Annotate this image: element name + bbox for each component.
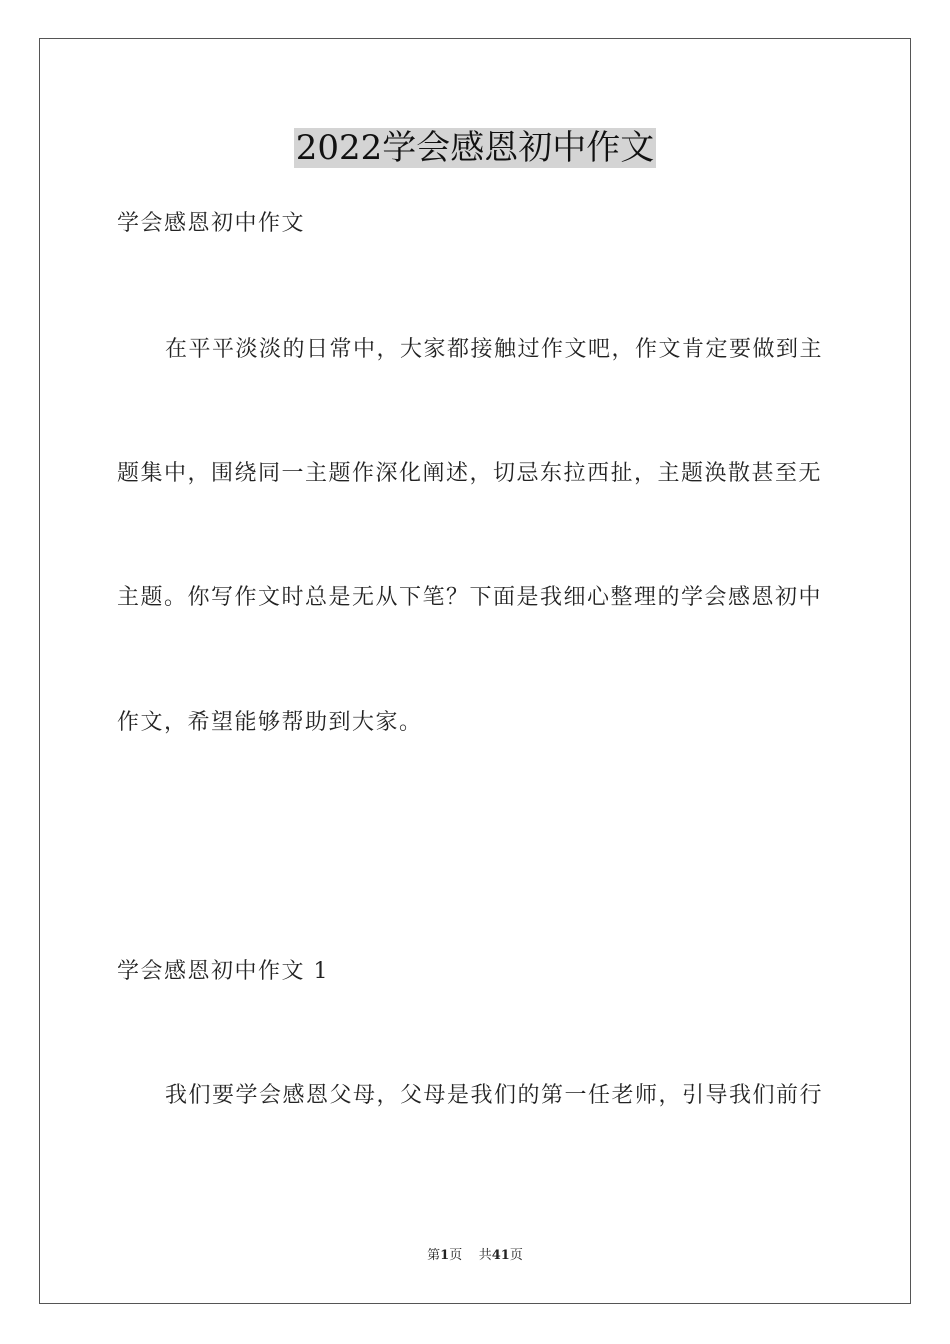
footer-page-total: 41 [491, 1248, 510, 1263]
section-line-1: 我们要学会感恩父母，父母是我们的第一任老师，引导我们前行 [165, 1083, 824, 1108]
document-title: 2022学会感恩初中作文 [295, 128, 655, 168]
intro-line-3: 主题。你写作文时总是无从下笔？下面是我细心整理的学会感恩初中 [117, 585, 823, 610]
intro-line-4: 作文，希望能够帮助到大家。 [117, 710, 423, 735]
footer-page-prefix: 第 [427, 1248, 441, 1263]
footer-page-suffix: 页 [449, 1248, 463, 1263]
intro-line-2: 题集中，围绕同一主题作深化阐述，切忌东拉西扯，主题涣散甚至无 [117, 461, 823, 486]
intro-line-1: 在平平淡淡的日常中，大家都接触过作文吧，作文肯定要做到主 [165, 337, 824, 362]
subtitle: 学会感恩初中作文 [117, 211, 306, 236]
footer-total-prefix: 共 [478, 1248, 492, 1263]
footer-total-suffix: 页 [509, 1248, 523, 1263]
title-container [0, 128, 950, 168]
footer-page-current: 1 [440, 1248, 450, 1263]
page-footer [0, 1247, 950, 1265]
section-heading: 学会感恩初中作文 1 [117, 959, 329, 984]
